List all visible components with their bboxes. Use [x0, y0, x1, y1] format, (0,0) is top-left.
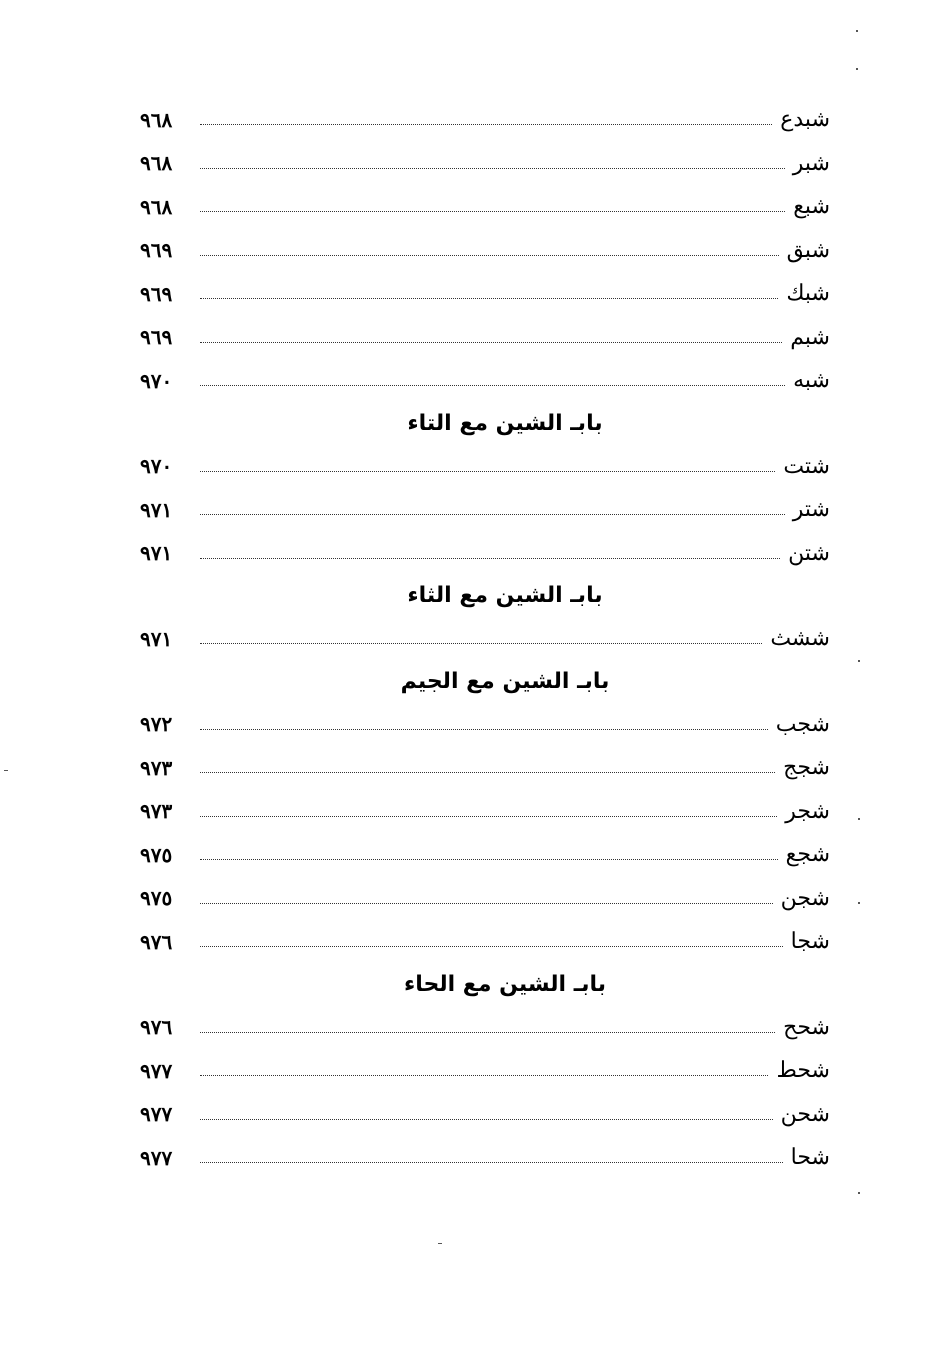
dot-leader	[200, 558, 780, 559]
section-heading: بابـ الشين مع الجيم	[400, 668, 610, 694]
entry-term: شجع	[785, 842, 830, 868]
entry-page-number: ٩٧٧	[140, 1102, 173, 1127]
entry-term: شجا	[790, 929, 830, 955]
entry-page-number: ٩٧٦	[140, 1015, 173, 1040]
index-entry	[140, 1006, 830, 1050]
dot-leader	[200, 471, 775, 472]
entry-page-number: ٩٧٠	[140, 454, 173, 479]
entry-term: شحن	[780, 1101, 830, 1127]
dot-leader	[200, 385, 785, 386]
dot-leader	[200, 298, 778, 299]
index-entry	[140, 272, 830, 316]
dot-leader	[200, 342, 782, 343]
scan-speck	[856, 30, 858, 32]
entry-page-number: ٩٧٦	[140, 929, 173, 954]
dot-leader	[200, 946, 783, 947]
dot-leader	[200, 1075, 768, 1076]
entry-term: شجن	[780, 885, 830, 911]
entry-term: شبع	[793, 194, 830, 220]
section-heading: بابـ الشين مع التاء	[407, 410, 603, 436]
index-entry	[140, 316, 830, 360]
entry-term: شبر	[792, 150, 830, 176]
section-heading: بابـ الشين مع الحاء	[403, 971, 607, 997]
entry-term: شجب	[775, 711, 830, 737]
index-entry	[140, 359, 830, 403]
index-entry	[140, 877, 830, 921]
entry-term: شحط	[776, 1058, 830, 1084]
index-entry	[140, 833, 830, 877]
entry-page-number: ٩٧٥	[140, 886, 173, 911]
dot-leader	[200, 211, 785, 212]
dot-leader	[200, 772, 775, 773]
dot-leader	[200, 903, 773, 904]
entry-term: ششث	[770, 626, 830, 652]
index-entry	[140, 746, 830, 790]
dot-leader	[200, 643, 762, 644]
entry-page-number: ٩٧٧	[140, 1058, 173, 1083]
scan-speck	[858, 1192, 860, 1194]
entry-term: شحا	[790, 1145, 830, 1171]
entry-term: شجج	[783, 755, 830, 781]
index-list	[140, 98, 830, 1180]
entry-term: شتت	[783, 453, 830, 479]
index-entry	[140, 790, 830, 834]
index-entry	[140, 703, 830, 747]
scan-speck	[4, 770, 8, 771]
entry-page-number: ٩٦٩	[140, 238, 173, 263]
entry-term: شجر	[785, 798, 830, 824]
dot-leader	[200, 1032, 775, 1033]
scan-speck	[856, 68, 858, 70]
entry-page-number: ٩٧١	[140, 626, 173, 651]
entry-term: شبك	[786, 281, 830, 307]
entry-term: شبه	[793, 368, 830, 394]
dot-leader	[200, 859, 778, 860]
index-entry	[140, 532, 830, 576]
dot-leader	[200, 729, 768, 730]
scan-speck	[858, 902, 860, 904]
entry-term: شحح	[783, 1014, 830, 1040]
index-entry	[140, 98, 830, 142]
entry-page-number: ٩٦٨	[140, 107, 173, 132]
entry-term: شبق	[786, 237, 830, 263]
dot-leader	[200, 124, 772, 125]
dot-leader	[200, 816, 777, 817]
index-entry	[140, 488, 830, 532]
index-entry	[140, 142, 830, 186]
entry-term: شتن	[788, 540, 830, 566]
entry-page-number: ٩٧١	[140, 541, 173, 566]
dot-leader	[200, 1162, 783, 1163]
entry-page-number: ٩٧١	[140, 497, 173, 522]
entry-page-number: ٩٧٣	[140, 799, 173, 824]
dot-leader	[200, 255, 779, 256]
scan-speck	[438, 1243, 442, 1244]
index-entry	[140, 1093, 830, 1137]
scan-speck	[858, 660, 860, 662]
index-entry	[140, 445, 830, 489]
section-heading: بابـ الشين مع الثاء	[407, 583, 603, 608]
entry-page-number: ٩٧٥	[140, 842, 173, 867]
dot-leader	[200, 1119, 773, 1120]
entry-page-number: ٩٧٢	[140, 712, 173, 737]
entry-page-number: ٩٦٨	[140, 194, 173, 219]
entry-page-number: ٩٧٠	[140, 368, 173, 393]
index-entry	[140, 229, 830, 273]
index-entry	[140, 1049, 830, 1093]
dot-leader	[200, 168, 785, 169]
entry-term: شبدع	[780, 107, 830, 133]
index-entry	[140, 185, 830, 229]
entry-page-number: ٩٦٩	[140, 325, 173, 350]
index-entry	[140, 920, 830, 964]
entry-page-number: ٩٦٩	[140, 281, 173, 306]
index-entry	[140, 1136, 830, 1180]
dot-leader	[200, 514, 785, 515]
scan-speck	[858, 818, 860, 820]
entry-page-number: ٩٧٧	[140, 1145, 173, 1170]
entry-term: شتر	[792, 497, 830, 523]
entry-page-number: ٩٦٨	[140, 151, 173, 176]
entry-page-number: ٩٧٣	[140, 755, 173, 780]
entry-term: شبم	[790, 324, 830, 350]
index-entry	[140, 617, 830, 661]
